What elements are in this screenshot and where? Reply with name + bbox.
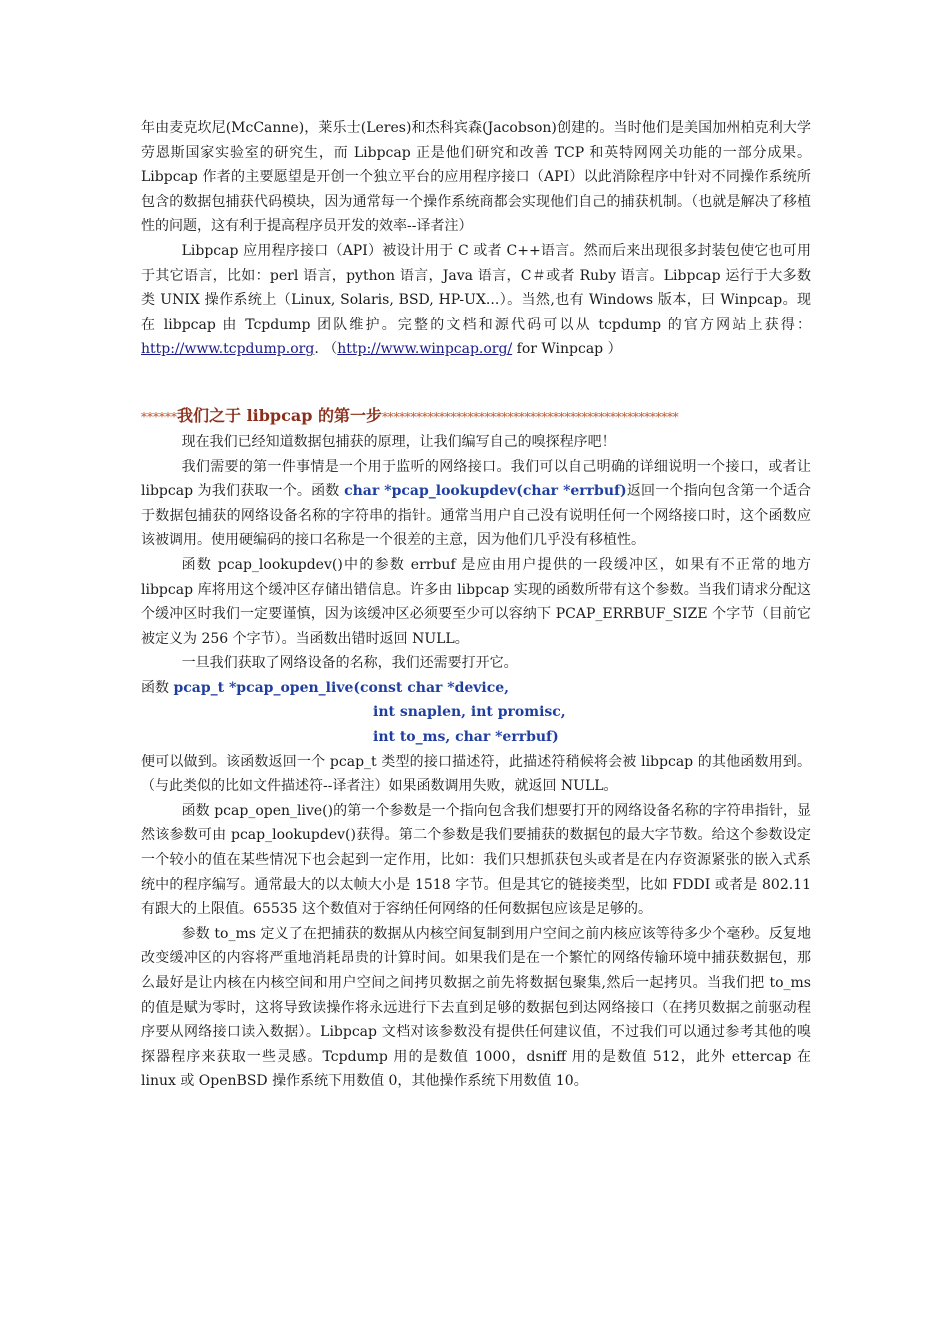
paragraph-libpcap-history: 年由麦克坎尼(McCanne)，莱乐士(Leres)和杰科宾森(Jacobson)创建的。当时他们是美国加州柏克利大学劳恩斯国家实验室的研究生，而 Libpcap 正是他们研究和改善 TCP 和英特网网关功能的一部分成果。Libpcap 作者的主要愿望是开创一个独立平台的应用程序接口（API）以此消除程序中针对不同操作系统所包含的数据包捕获代码模块，因为通常每一个操作系统商都会实现他们自己的捕获机制。（也就是解决了移植性的问题，这有利于提高程序员开发的效率--译者注） [141, 120, 811, 235]
paragraph-text: 我们需要的第一件事情是一个用于监听的网络接口。我们可以自己明确的详细说明一个接口，或者让 libpcap 为我们获取一个。函数 [141, 458, 811, 500]
tcpdump-link[interactable]: http://www.tcpdump.org [141, 341, 315, 358]
document-body [141, 116, 811, 1094]
code-open-live-line1: pcap_t *pcap_open_live(const char *device, [173, 679, 510, 696]
paragraph-open-live-params: 函数 pcap_open_live()的第一个参数是一个指向包含我们想要打开的网络设备名称的字符串指针，显然该参数可由 pcap_lookupdev()获得。第二个参数是我们要捕获的数据包的最大字节数。给这个参数设定一个较小的值在某些情况下也会起到一定作用，比如：我们只想抓获包头或者是在内存资源紧张的嵌入式系统中的程序编写。通常最大的以太帧大小是 1518 字节。但是其它的链接类型，比如 FDDI 或者是 802.11 有跟大的上限值。65535 这个数值对于容纳任何网络的任何数据包应该是足够的。 [141, 802, 811, 918]
paragraph-errbuf: 函数 pcap_lookupdev()中的参数 errbuf 是应由用户提供的一段缓冲区，如果有不正常的地方 libpcap 库将用这个缓冲区存储出错信息。许多由 libpcap 实现的函数所带有这个参数。当我们请求分配这个缓冲区时我们一定要谨慎，因为该缓冲区必须要至少可以容纳下 PCAP_ERRBUF_SIZE 个字节（目前它被定义为 256 个字节）。当函数出错时返回 NULL。 [141, 556, 811, 647]
paragraph-to-ms: 参数 to_ms 定义了在把捕获的数据从内核空间复制到用户空间之前内核应该等待多少个毫秒。反复地改变缓冲区的内容将严重地消耗昂贵的计算时间。如果我们是在一个繁忙的网络传输环境中捕获数据包，那么最好是让内核在内核空间和用户空间之间拷贝数据之前先将数据包聚集,然后一起拷贝。当我们把 to_ms 的值是赋为零时，这将导致读操作将永远进行下去直到足够的数据包到达网络接口（在拷贝数据之前驱动程序要从网络接口读入数据）。Libpcap 文档对该参数没有提供任何建议值，不过我们可以通过参考其他的嗅探器程序来获取一些灵感。Tcpdump 用的是数值 1000，dsniff 用的是数值 512，此外 ettercap 在 linux 或 OpenBSD 操作系统下用数值 0，其他操作系统下用数值 10。 [141, 925, 811, 1090]
heading-title: 我们之于 libpcap 的第一步 [177, 405, 382, 425]
paragraph-open-device: 一旦我们获取了网络设备的名称，我们还需要打开它。 [181, 655, 518, 672]
section-heading [141, 403, 811, 429]
prototype-prefix: 函数 [141, 679, 174, 696]
link-suffix: for Winpcap ） [512, 341, 622, 358]
heading-stars-right: **************************************************** [381, 409, 679, 424]
heading-stars-left: ****** [141, 409, 177, 424]
paragraph-open-live-return: 便可以做到。该函数返回一个 pcap_t 类型的接口描述符，此描述符稍候将会被 libpcap 的其他函数用到。（与此类似的比如文件描述符--译者注）如果函数调用失败，就返回 NULL。 [141, 753, 811, 795]
paragraph-lookupdev [141, 455, 811, 553]
paragraph-text: 返回一个指向包含第一个适合于数据包捕获的网络设备名称的字符串的指针。通常当用户自己没有说明任何一个网络接口时，这个函数应该被调用。使用硬编码的接口名称是一个很差的主意，因为他们几乎没有移植性。 [141, 483, 811, 549]
function-prototype [141, 676, 811, 750]
code-open-live-line3: int to_ms, char *errbuf) [373, 729, 559, 746]
paragraph-text: Libpcap 应用程序接口（API）被设计用于 C 或者 C++语言。然而后来出现很多封装包使它也可用于其它语言，比如：perl 语言，python 语言，Java 语言，C＃或者 Ruby 语言。Libpcap 运行于大多数类 UNIX 操作系统上（Linux, Solaris, BSD, HP-UX...）。当然,也有 Windows 版本，曰 Winpcap。现在 libpcap 由 Tcpdump 团队维护。完整的文档和源代码可以从 tcpdump 的官方网站上获得： [141, 242, 811, 333]
paragraph-libpcap-api [141, 239, 811, 362]
link-separator: . （ [314, 341, 338, 358]
winpcap-link[interactable]: http://www.winpcap.org/ [337, 341, 513, 358]
paragraph-intro: 现在我们已经知道数据包捕获的原理，让我们编写自己的嗅探程序吧！ [181, 433, 616, 450]
code-lookupdev: char *pcap_lookupdev(char *errbuf) [344, 483, 627, 500]
code-open-live-line2: int snaplen, int promisc, [373, 704, 566, 721]
